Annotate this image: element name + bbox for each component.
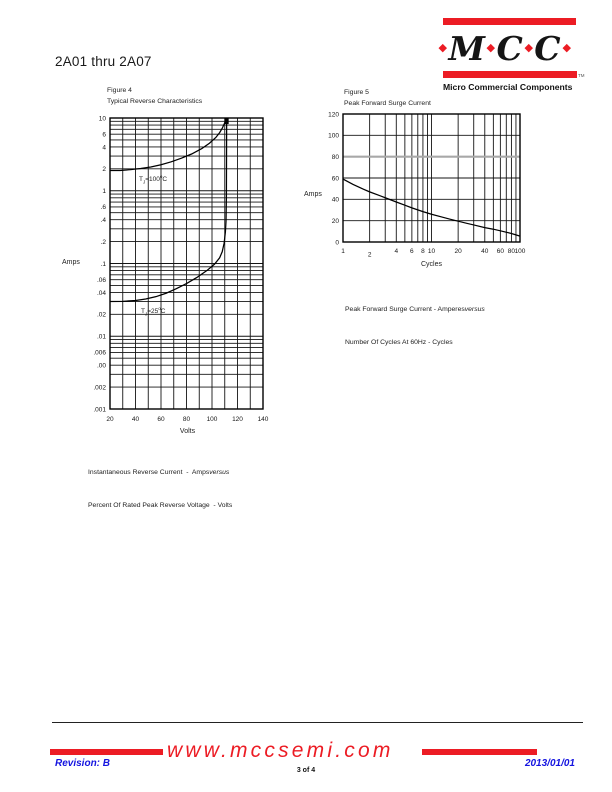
logo-diamond-icon — [562, 44, 570, 52]
svg-text:20: 20 — [106, 416, 114, 423]
caption-text: Instantaneous Reverse Current - Amps — [88, 468, 210, 476]
svg-text:80: 80 — [331, 153, 339, 161]
logo-bottom-red-bar — [443, 71, 577, 78]
svg-text:100: 100 — [206, 416, 218, 423]
svg-text:1: 1 — [102, 188, 106, 196]
svg-text:4: 4 — [394, 248, 399, 255]
svg-text:0: 0 — [335, 239, 339, 247]
logo-diamond-icon — [525, 44, 533, 52]
svg-text:80: 80 — [182, 416, 191, 423]
degree-symbol: o — [158, 306, 161, 311]
caption-text: Percent Of Rated Peak Reverse Voltage - Volts — [88, 502, 233, 510]
figure4-caption — [88, 444, 232, 534]
svg-text:1: 1 — [341, 248, 345, 255]
svg-text:2: 2 — [102, 166, 106, 174]
figure5-chart — [300, 108, 538, 260]
svg-text:10: 10 — [98, 115, 106, 123]
svg-text:.02: .02 — [96, 311, 106, 319]
caption-text: Peak Forward Surge Current - Amperes — [345, 305, 465, 313]
svg-text:40: 40 — [481, 248, 489, 255]
caption-versus: versus — [464, 305, 485, 313]
website-link[interactable]: www.mccsemi.com — [167, 739, 394, 762]
caption-text: Number Of Cycles At 60Hz - Cycles — [345, 339, 453, 347]
revision-label: Revision: B — [55, 758, 111, 769]
svg-text:.6: .6 — [100, 204, 106, 212]
figure4-title: Typical Reverse Characteristics — [107, 98, 203, 105]
footer-right-red-bar — [422, 749, 537, 755]
figure4-x-unit: Volts — [179, 428, 196, 435]
date-label: 2013/01/01 — [524, 758, 575, 769]
svg-text:6: 6 — [410, 248, 414, 255]
ann-text: C — [162, 176, 168, 184]
svg-text:.001: .001 — [93, 406, 106, 414]
logo-letter-c2: C — [534, 28, 561, 68]
svg-text:40: 40 — [131, 416, 140, 423]
figure5-y-unit: Amps — [304, 191, 322, 198]
svg-text:100: 100 — [328, 132, 339, 140]
svg-text:.01: .01 — [96, 333, 106, 341]
ann-text: C — [160, 308, 166, 316]
svg-text:.4: .4 — [100, 217, 106, 225]
svg-text:6: 6 — [102, 131, 106, 139]
logo-diamond-icon — [487, 44, 495, 52]
svg-text:20: 20 — [454, 248, 462, 255]
ann-text: =100 — [145, 176, 160, 184]
curve-label-tj100 — [139, 174, 167, 184]
svg-text:60: 60 — [157, 416, 165, 423]
degree-symbol: o — [159, 174, 163, 179]
svg-text:60: 60 — [496, 248, 504, 255]
svg-text:.1: .1 — [100, 260, 106, 268]
svg-text:40: 40 — [331, 196, 339, 204]
svg-text:60: 60 — [331, 175, 339, 183]
ann-text: T — [141, 308, 145, 316]
ann-sub: J — [144, 311, 148, 317]
svg-text:.00: .00 — [96, 362, 106, 370]
logo-diamond-icon — [439, 44, 447, 52]
figure5-caption — [345, 281, 485, 371]
ann-sub: J — [142, 179, 146, 185]
logo-top-red-bar — [443, 18, 576, 25]
svg-text:4: 4 — [102, 144, 106, 152]
logo-letters — [437, 27, 585, 69]
svg-text:.002: .002 — [93, 384, 106, 392]
svg-text:2: 2 — [367, 251, 372, 259]
figure4-chart — [55, 112, 283, 430]
footer-left-red-bar — [50, 749, 163, 755]
page-number: 3 of 4 — [296, 767, 316, 774]
svg-text:.2: .2 — [100, 238, 106, 246]
part-number-title: 2A01 thru 2A07 — [55, 54, 152, 69]
ann-text: T — [139, 176, 143, 184]
svg-text:140: 140 — [257, 416, 269, 423]
svg-text:80: 80 — [507, 248, 516, 255]
svg-text:10: 10 — [427, 248, 436, 255]
figure4-label: Figure 4 — [107, 87, 132, 94]
ann-text: =25 — [147, 308, 159, 316]
figure5-title: Peak Forward Surge Current — [344, 100, 431, 107]
logo-subtitle: Micro Commercial Components — [443, 82, 573, 92]
svg-text:8: 8 — [421, 248, 425, 255]
footer-divider — [52, 722, 583, 723]
svg-text:120: 120 — [232, 416, 243, 423]
figure5-x-unit: Cycles — [420, 261, 442, 268]
figure4-y-unit: Amps — [62, 259, 80, 266]
caption-versus: versus — [209, 468, 230, 476]
mcc-logo — [437, 18, 585, 92]
logo-letter-m: M — [448, 28, 486, 68]
svg-text:.006: .006 — [93, 349, 106, 357]
svg-text:.06: .06 — [96, 276, 106, 284]
svg-text:120: 120 — [328, 111, 339, 119]
svg-text:20: 20 — [331, 217, 339, 225]
svg-text:100: 100 — [514, 248, 526, 255]
figure5-label: Figure 5 — [344, 89, 369, 96]
logo-letter-c1: C — [496, 28, 523, 68]
svg-text:.04: .04 — [96, 289, 106, 297]
trademark-symbol: TM — [578, 73, 585, 78]
curve-label-tj25 — [141, 306, 165, 316]
